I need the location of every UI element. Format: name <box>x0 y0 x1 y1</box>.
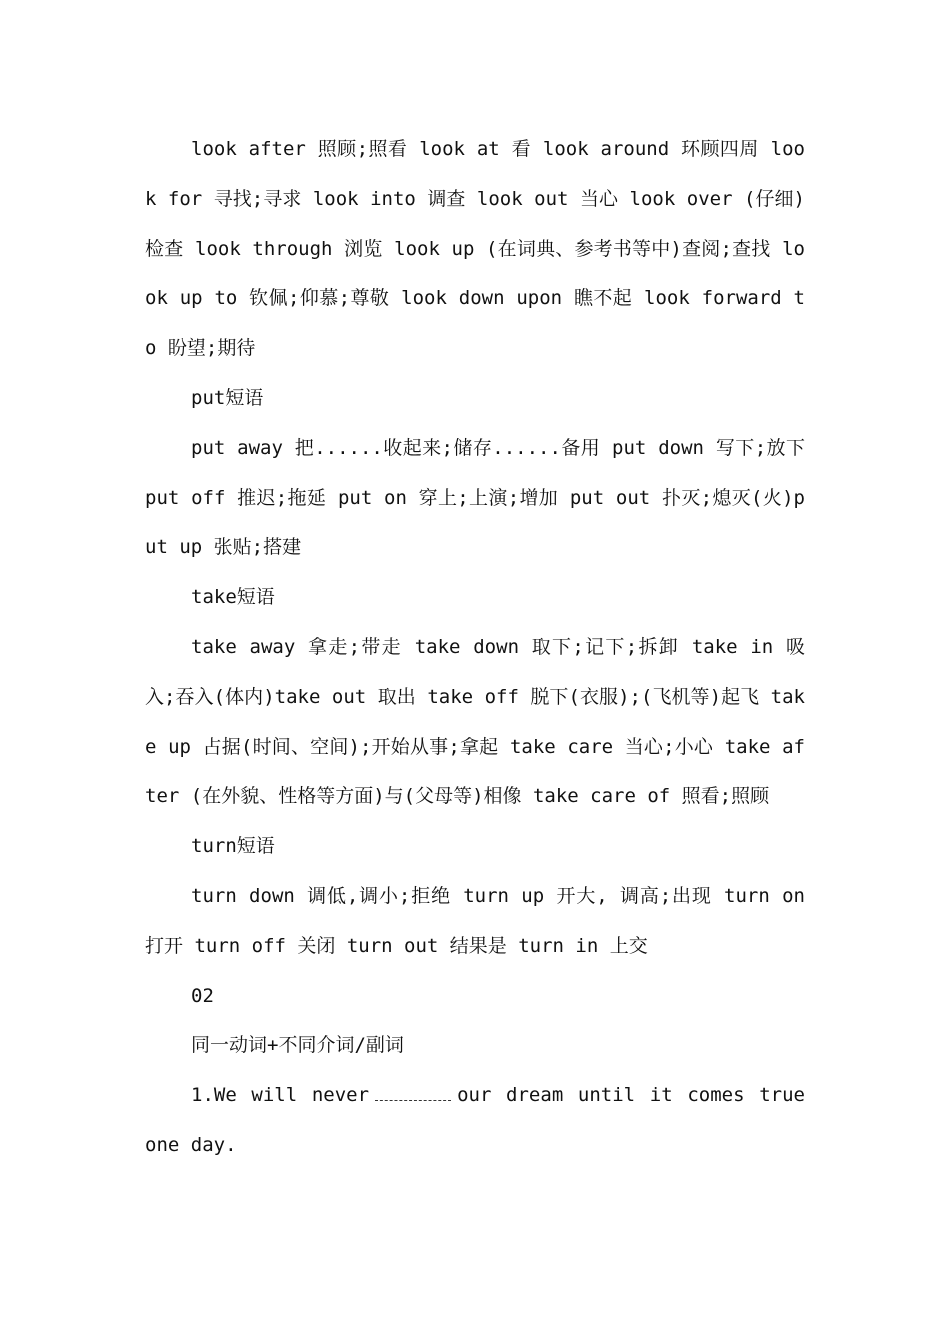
document-page <box>145 125 805 1171</box>
exercise-1 <box>145 1071 805 1171</box>
answer-blank <box>375 1091 451 1102</box>
section-number: 02 <box>191 984 214 1007</box>
look-phrases-paragraph: look after 照顾;照看 look at 看 look around 环顾四周 look for 寻找;寻求 look into 调查 look out 当心 look over (仔细)检查 look through 浏览 look up (在词典、参考书等中)查阅;查找 look up to 钦佩;仰慕;尊敬 look down upon 瞧不起 look forward to 盼望;期待 <box>145 138 805 360</box>
put-phrases-heading: put短语 <box>191 386 264 409</box>
exercise-1-after-blank: our dream until it comes true one day. <box>145 1084 805 1156</box>
exercise-1-before-blank: 1.We will never <box>191 1084 370 1107</box>
turn-phrases-heading: turn短语 <box>191 835 275 858</box>
take-phrases-heading: take短语 <box>191 586 275 609</box>
take-phrases-paragraph: take away 拿走;带走 take down 取下;记下;拆卸 take in 吸入;吞入(体内)take out 取出 take off 脱下(衣服);(飞机等)起飞 take up 占据(时间、空间);开始从事;拿起 take care 当心;小心 take after (在外貌、性格等方面)与(父母等)相像 take care of 照看;照顾 <box>145 635 805 808</box>
turn-phrases-paragraph: turn down 调低,调小;拒绝 turn up 开大, 调高;出现 turn on 打开 turn off 关闭 turn out 结果是 turn in 上交 <box>145 884 805 957</box>
put-phrases-paragraph: put away 把......收起来;储存......备用 put down 写下;放下 put off 推迟;拖延 put on 穿上;上演;增加 put out 扑灭;熄灭(火)put up 张贴;搭建 <box>145 436 805 559</box>
section-title: 同一动词+不同介词/副词 <box>191 1034 404 1057</box>
